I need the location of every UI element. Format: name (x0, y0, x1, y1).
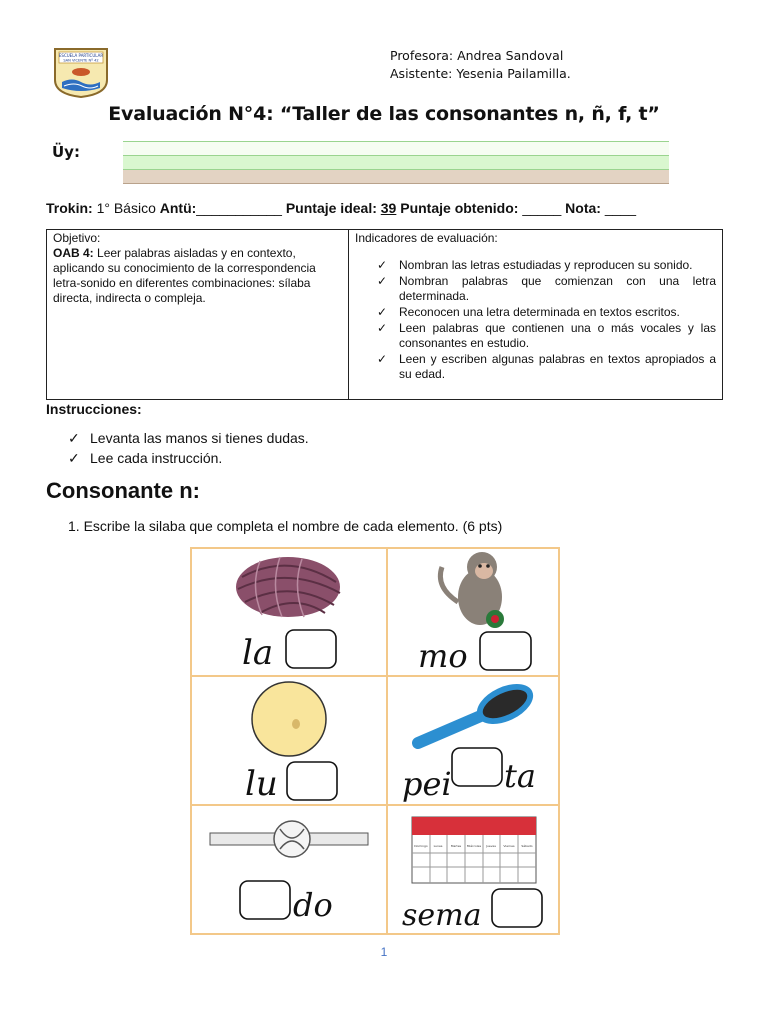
date-blank[interactable]: ___________ (196, 200, 282, 216)
student-info-line (46, 200, 636, 216)
name-label: Üy: (52, 143, 80, 161)
svg-text:SAN VICENTE Nº 42: SAN VICENTE Nº 42 (63, 58, 99, 63)
objective-code: OAB 4: (53, 246, 94, 260)
obtained-score-blank[interactable]: _____ (522, 200, 562, 216)
yarn-ball-picture (236, 557, 340, 617)
name-writing-field[interactable] (123, 141, 669, 184)
calendar-picture (412, 817, 536, 883)
indicator-item: ✓ Nombran las letras estudiadas y reproducen su sonido. (377, 258, 716, 273)
calendar-day-label: Sábado (521, 844, 533, 848)
page-title: Evaluación N°4: “Taller de las consonantes n, ñ, f, t” (108, 103, 660, 125)
calendar-day-label: Lunes (433, 844, 443, 848)
indicator-item: ✓ Reconocen una letra determinada en textos escritos. (377, 305, 716, 320)
calendar-day-label: Domingo (414, 844, 428, 848)
course-label: Trokin: (46, 200, 93, 216)
instruction-item: ✓ Levanta las manos si tienes dudas. (68, 428, 309, 448)
cell-1-prefix: la (242, 633, 274, 673)
cell-6-answer-box[interactable] (492, 889, 542, 927)
calendar-day-label: Miércoles (466, 844, 482, 848)
indicators-heading: Indicadores de evaluación: (355, 231, 498, 245)
moon-picture (252, 682, 326, 756)
svg-text:ESCUELA PARTICULAR: ESCUELA PARTICULAR (58, 53, 104, 58)
calendar-day-label: Viernes (503, 844, 515, 848)
course-value: 1° Básico (96, 200, 156, 216)
objective-text: Leer palabras aisladas y en contexto, aplicando su conocimiento de la correspondencia letra-sonido en diferentes combinaciones: sílaba directa, indirecta o compleja. (53, 246, 316, 305)
instruction-item: ✓ Lee cada instrucción. (68, 448, 309, 468)
indicators-cell (349, 230, 723, 400)
date-label: Antü: (159, 200, 197, 216)
cell-4-prefix: pei (402, 765, 452, 803)
calendar-day-label: Jueves (486, 844, 496, 848)
indicator-item: ✓ Leen y escriben algunas palabras en textos apropiados a su edad. (377, 352, 716, 382)
cell-3-prefix: lu (245, 764, 278, 804)
section-title: Consonante n: (46, 478, 200, 503)
indicator-item: ✓ Nombran palabras que comienzan con una letra determinada. (377, 274, 716, 304)
ideal-score-value: 39 (380, 200, 397, 216)
question-1: 1. Escribe la silaba que completa el nombre de cada elemento. (6 pts) (68, 518, 503, 534)
cell-3-answer-box[interactable] (287, 762, 337, 800)
objectives-table (46, 229, 723, 400)
objective-heading: Objetivo: (53, 231, 101, 245)
grade-label: Nota: (565, 200, 601, 216)
syllable-picture-grid (190, 547, 560, 935)
cell-2-prefix: mo (418, 637, 468, 675)
cell-1-answer-box[interactable] (286, 630, 336, 668)
cell-5-suffix: do (293, 886, 333, 924)
ideal-score-label: Puntaje ideal: (285, 200, 377, 216)
cell-2-answer-box[interactable] (480, 632, 531, 670)
school-crest-logo (52, 46, 110, 98)
calendar-day-label: Martes (450, 844, 462, 848)
instructions-heading: Instrucciones: (46, 401, 142, 417)
grade-blank[interactable]: ____ (604, 200, 636, 216)
cell-4-answer-box[interactable] (452, 748, 502, 786)
instructions-list (68, 428, 309, 468)
page-number: 1 (380, 945, 388, 959)
teacher-name: Profesora: Andrea Sandoval (390, 48, 564, 63)
obtained-score-label: Puntaje obtenido: (400, 200, 519, 216)
cell-4-suffix: ta (504, 757, 536, 795)
cell-6-prefix: sema (402, 898, 482, 933)
indicator-item: ✓ Leen palabras que contienen una o más vocales y las consonantes en estudio. (377, 321, 716, 351)
cell-5-answer-box[interactable] (240, 881, 290, 919)
assistant-name: Asistente: Yesenia Pailamilla. (390, 66, 571, 81)
objective-cell (47, 230, 349, 400)
